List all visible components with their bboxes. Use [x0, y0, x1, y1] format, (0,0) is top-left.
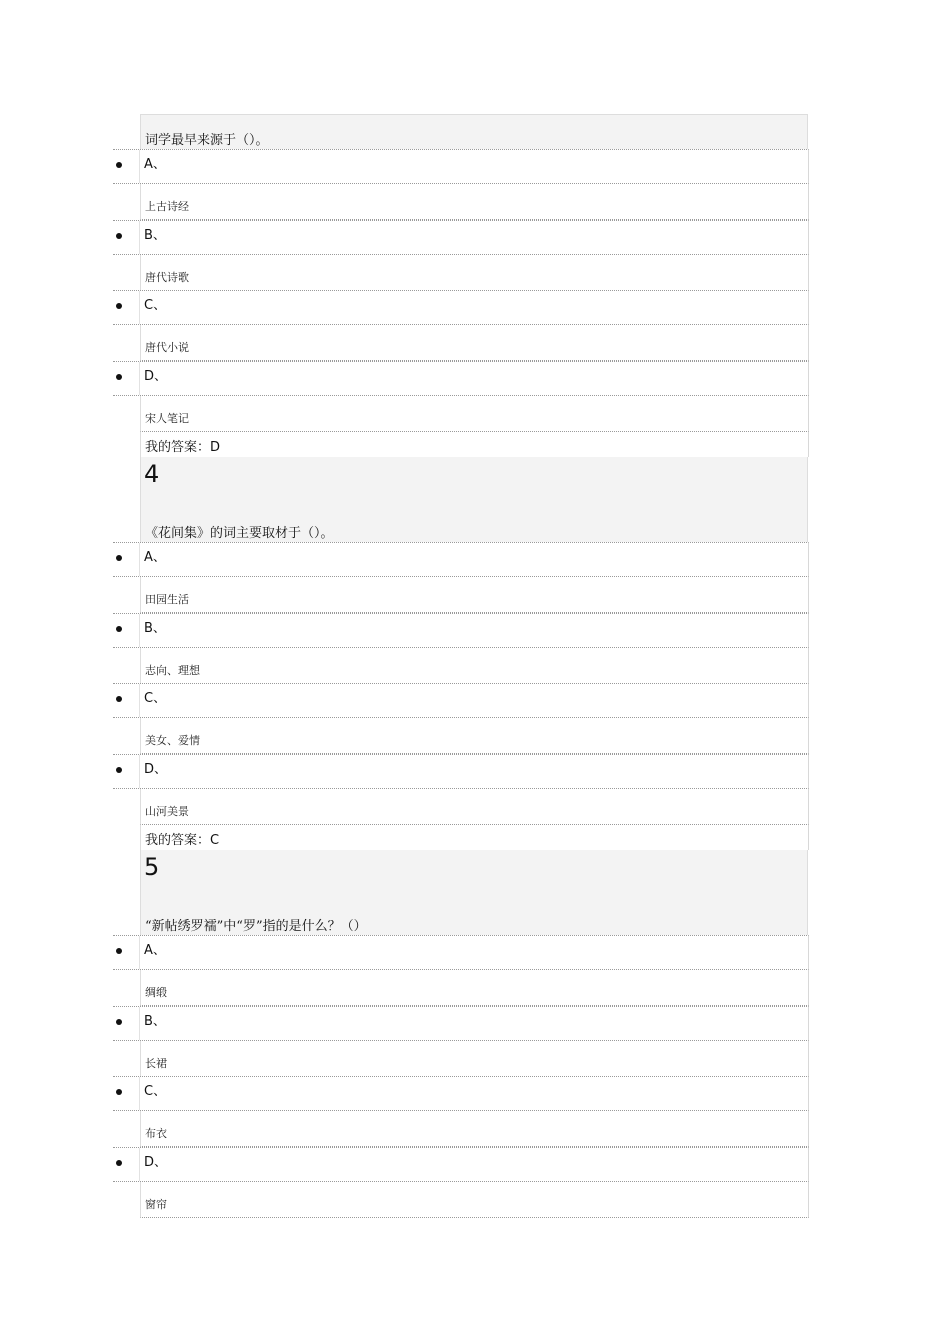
option-text: 宋人笔记 [145, 412, 189, 425]
divider [139, 755, 140, 788]
option-letter: B、 [144, 1014, 166, 1029]
option-text: 唐代诗歌 [145, 271, 189, 284]
bullet-icon [116, 233, 122, 239]
my-answer-value: D [210, 440, 221, 455]
bullet-icon [116, 948, 122, 954]
divider [139, 362, 140, 395]
divider [139, 684, 140, 717]
my-answer-label: 我的答案： [145, 440, 211, 455]
option-row-b[interactable] [113, 613, 809, 648]
divider [139, 1077, 140, 1110]
option-row-c[interactable] [113, 1076, 809, 1111]
option-text: 绸缎 [145, 986, 167, 999]
bullet-icon [116, 696, 122, 702]
option-letter: C、 [144, 1084, 167, 1099]
divider [139, 543, 140, 576]
divider [139, 150, 140, 183]
bullet-icon [116, 374, 122, 380]
option-text: 唐代小说 [145, 341, 189, 354]
option-text: 山河美景 [145, 805, 189, 818]
option-text-cell [140, 718, 809, 754]
option-row-a[interactable] [113, 149, 809, 184]
option-text: 美女、爱情 [145, 734, 200, 747]
option-text-cell [140, 325, 809, 361]
option-text-cell [140, 1111, 809, 1147]
question-number: 5 [144, 853, 160, 881]
option-letter: D、 [144, 369, 168, 384]
option-letter: C、 [144, 691, 167, 706]
option-text-cell [140, 1041, 809, 1077]
divider [139, 936, 140, 969]
my-answer [140, 432, 809, 457]
option-text: 布衣 [145, 1127, 167, 1140]
option-text-cell [140, 970, 809, 1006]
divider [139, 1148, 140, 1181]
bullet-icon [116, 162, 122, 168]
question-header [140, 457, 808, 542]
question-header [140, 114, 808, 149]
option-letter: D、 [144, 762, 168, 777]
option-row-d[interactable] [113, 1147, 809, 1182]
option-row-d[interactable] [113, 754, 809, 789]
bullet-icon [116, 555, 122, 561]
my-answer [140, 825, 809, 850]
option-row-d[interactable] [113, 361, 809, 396]
question-header [140, 850, 808, 935]
option-row-b[interactable] [113, 220, 809, 255]
my-answer-text [145, 833, 219, 849]
option-text-cell [140, 1182, 809, 1218]
option-letter: A、 [144, 157, 166, 172]
question-text: 词学最早来源于（）。 [145, 133, 269, 148]
divider [139, 614, 140, 647]
divider [139, 221, 140, 254]
option-text: 窗帘 [145, 1198, 167, 1211]
option-text: 上古诗经 [145, 200, 189, 213]
option-text-cell [140, 577, 809, 613]
bullet-icon [116, 1019, 122, 1025]
bullet-icon [116, 1160, 122, 1166]
option-text-cell [140, 255, 809, 291]
option-text-cell [140, 789, 809, 825]
option-text: 田园生活 [145, 593, 189, 606]
option-letter: B、 [144, 621, 166, 636]
bullet-icon [116, 767, 122, 773]
divider [139, 291, 140, 324]
option-row-a[interactable] [113, 935, 809, 970]
my-answer-label: 我的答案： [145, 833, 211, 848]
option-text-cell [140, 648, 809, 684]
option-letter: D、 [144, 1155, 168, 1170]
question-text: 《花间集》的词主要取材于（）。 [145, 526, 334, 541]
option-row-b[interactable] [113, 1006, 809, 1041]
option-text-cell [140, 396, 809, 432]
divider [139, 1007, 140, 1040]
option-text: 志向、理想 [145, 664, 200, 677]
option-row-a[interactable] [113, 542, 809, 577]
option-letter: A、 [144, 943, 166, 958]
option-row-c[interactable] [113, 290, 809, 325]
option-text: 长裙 [145, 1057, 167, 1070]
bullet-icon [116, 303, 122, 309]
my-answer-text [145, 440, 220, 456]
option-text-cell [140, 184, 809, 220]
question-number: 4 [144, 460, 160, 488]
option-row-c[interactable] [113, 683, 809, 718]
option-letter: B、 [144, 228, 166, 243]
my-answer-value: C [210, 833, 220, 848]
question-text: “新帖绣罗襦”中“罗”指的是什么？（） [145, 919, 367, 934]
bullet-icon [116, 1089, 122, 1095]
option-letter: C、 [144, 298, 167, 313]
bullet-icon [116, 626, 122, 632]
option-letter: A、 [144, 550, 166, 565]
